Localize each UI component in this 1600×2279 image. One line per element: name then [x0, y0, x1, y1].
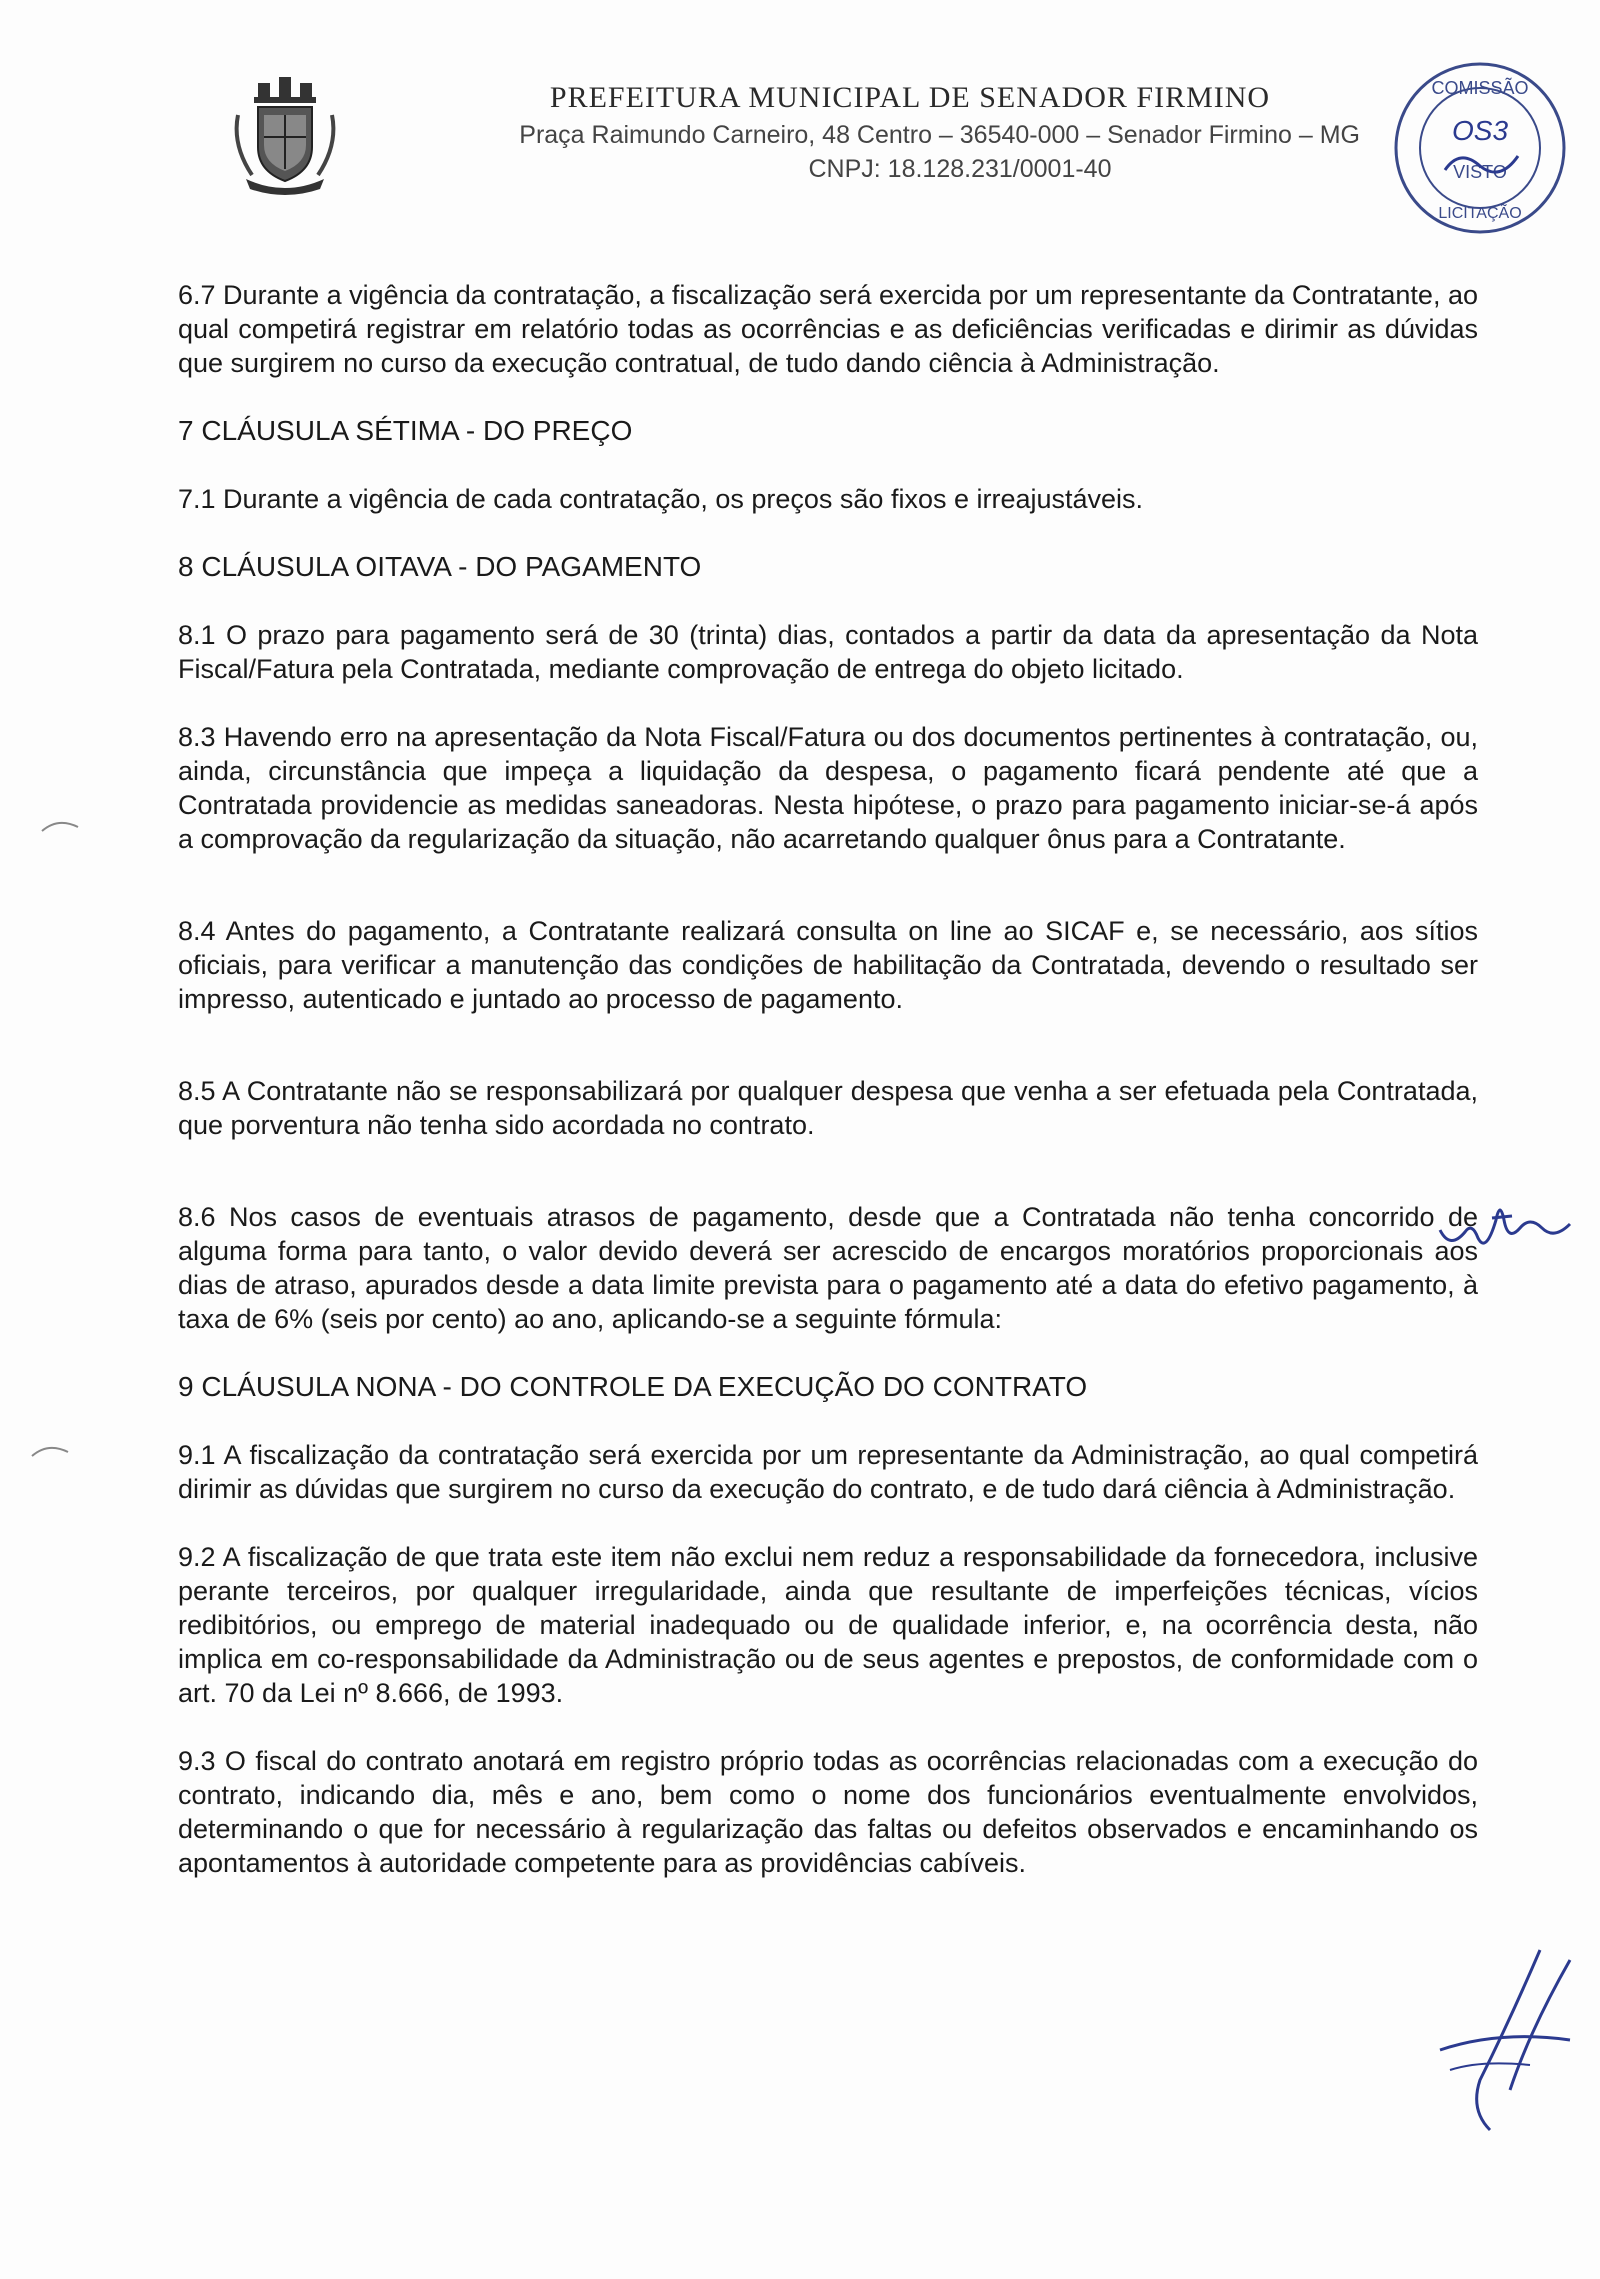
clause-9-heading: 9 CLÁUSULA NONA - DO CONTROLE DA EXECUÇÃO DO CONTRATO: [178, 1371, 1088, 1402]
clause-7-1: 7.1 Durante a vigência de cada contratação, os preços são fixos e irreajustáveis.: [178, 484, 1144, 514]
clause-8-4: 8.4 Antes do pagamento, a Contratante realizará consulta on line ao SICAF e, se necessário, aos sítios oficiais, para verificar a manutenção das condições de habilitação da Contratada, devendo o resultado ser impresso, autenticado e juntado ao processo de pagamento.: [178, 916, 1478, 1014]
clause-8-3: 8.3 Havendo erro na apresentação da Nota Fiscal/Fatura ou dos documentos pertinentes à contratação, ou, ainda, circunstância que impeça a liquidação da despesa, o pagamento ficará pendente até que a Contratada providencie as medidas saneadoras. Nesta hipótese, o prazo para pagamento iniciar-se-á após a comprovação da regularização da situação, não acarretando qualquer ônus para a Contratante.: [178, 722, 1478, 854]
clause-8-5: 8.5 A Contratante não se responsabilizará por qualquer despesa que venha a ser efetuada pela Contratada, que porventura não tenha sido acordada no contrato.: [178, 1076, 1478, 1140]
clause-8-1: 8.1 O prazo para pagamento será de 30 (trinta) dias, contados a partir da data da apresentação da Nota Fiscal/Fatura pela Contratada, mediante comprovação de entrega do objeto licitado.: [178, 620, 1478, 684]
municipality-title: PREFEITURA MUNICIPAL DE SENADOR FIRMINO: [549, 81, 1271, 114]
clause-9-1: 9.1 A fiscalização da contratação será exercida por um representante da Administração, ao qual competirá dirimir as dúvidas que surgirem no curso da execução do contrato, e de tudo dará ciência à Administração.: [178, 1440, 1478, 1504]
letterhead: [230, 60, 1390, 200]
municipality-cnpj: CNPJ: 18.128.231/0001-40: [808, 155, 1112, 183]
stamp-bottom-text: LICITAÇÃO: [1438, 205, 1522, 222]
clause-6-7: 6.7 Durante a vigência da contratação, a fiscalização será exercida por um representante da Contratante, ao qual competirá registrar em relatório todas as ocorrências e as deficiências verificadas e dirimir as dúvidas que surgirem no curso da execução contratual, de tudo dando ciência à Administração.: [178, 280, 1478, 378]
municipality-address: Praça Raimundo Carneiro, 48 Centro – 36540-000 – Senador Firmino – MG: [519, 121, 1360, 149]
clause-9-2: 9.2 A fiscalização de que trata este item não exclui nem reduz a responsabilidade da fornecedora, inclusive perante terceiros, por qualquer irregularidade, ainda que resultante de imperfeições técnicas, vícios redibitórios, ou emprego de material inadequado ou de qualidade inferior, e, na ocorrência desta, não implica em co-responsabilidade da Administração ou de seus agentes e prepostos, de conformidade com o art. 70 da Lei nº 8.666, de 1993.: [178, 1542, 1478, 1708]
clause-8-6: 8.6 Nos casos de eventuais atrasos de pagamento, desde que a Contratada não tenha concorrido de alguma forma para tanto, o valor devido deverá ser acrescido de encargos moratórios proporcionais aos dias de atraso, apurados desde a data limite prevista para o pagamento até a data do efetivo pagamento, à taxa de 6% (seis por cento) ao ano, aplicando-se a seguinte fórmula:: [178, 1202, 1478, 1334]
signature-icon: [1420, 1940, 1580, 2140]
initials-signature-icon: [1430, 1180, 1580, 1260]
stamp-number: OS3: [1451, 115, 1509, 146]
scan-edge-mark-icon: [40, 815, 80, 835]
stamp-top-text: COMISSÃO: [1431, 78, 1529, 98]
document-body: [178, 278, 1478, 1914]
commission-stamp-icon: [1390, 58, 1570, 238]
scan-edge-mark-icon: [30, 1440, 70, 1460]
stamp-middle-text: VISTO: [1453, 162, 1507, 182]
clause-7-heading: 7 CLÁUSULA SÉTIMA - DO PREÇO: [178, 415, 633, 446]
clause-8-heading: 8 CLÁUSULA OITAVA - DO PAGAMENTO: [178, 551, 702, 582]
clause-9-3: 9.3 O fiscal do contrato anotará em registro próprio todas as ocorrências relacionadas com a execução do contrato, indicando dia, mês e ano, bem como o nome dos funcionários eventualmente envolvidos, determinando o que for necessário à regularização das faltas ou defeitos observados e encaminhando os apontamentos à autoridade competente para as providências cabíveis.: [178, 1746, 1478, 1878]
municipal-crest-icon: [230, 75, 340, 195]
